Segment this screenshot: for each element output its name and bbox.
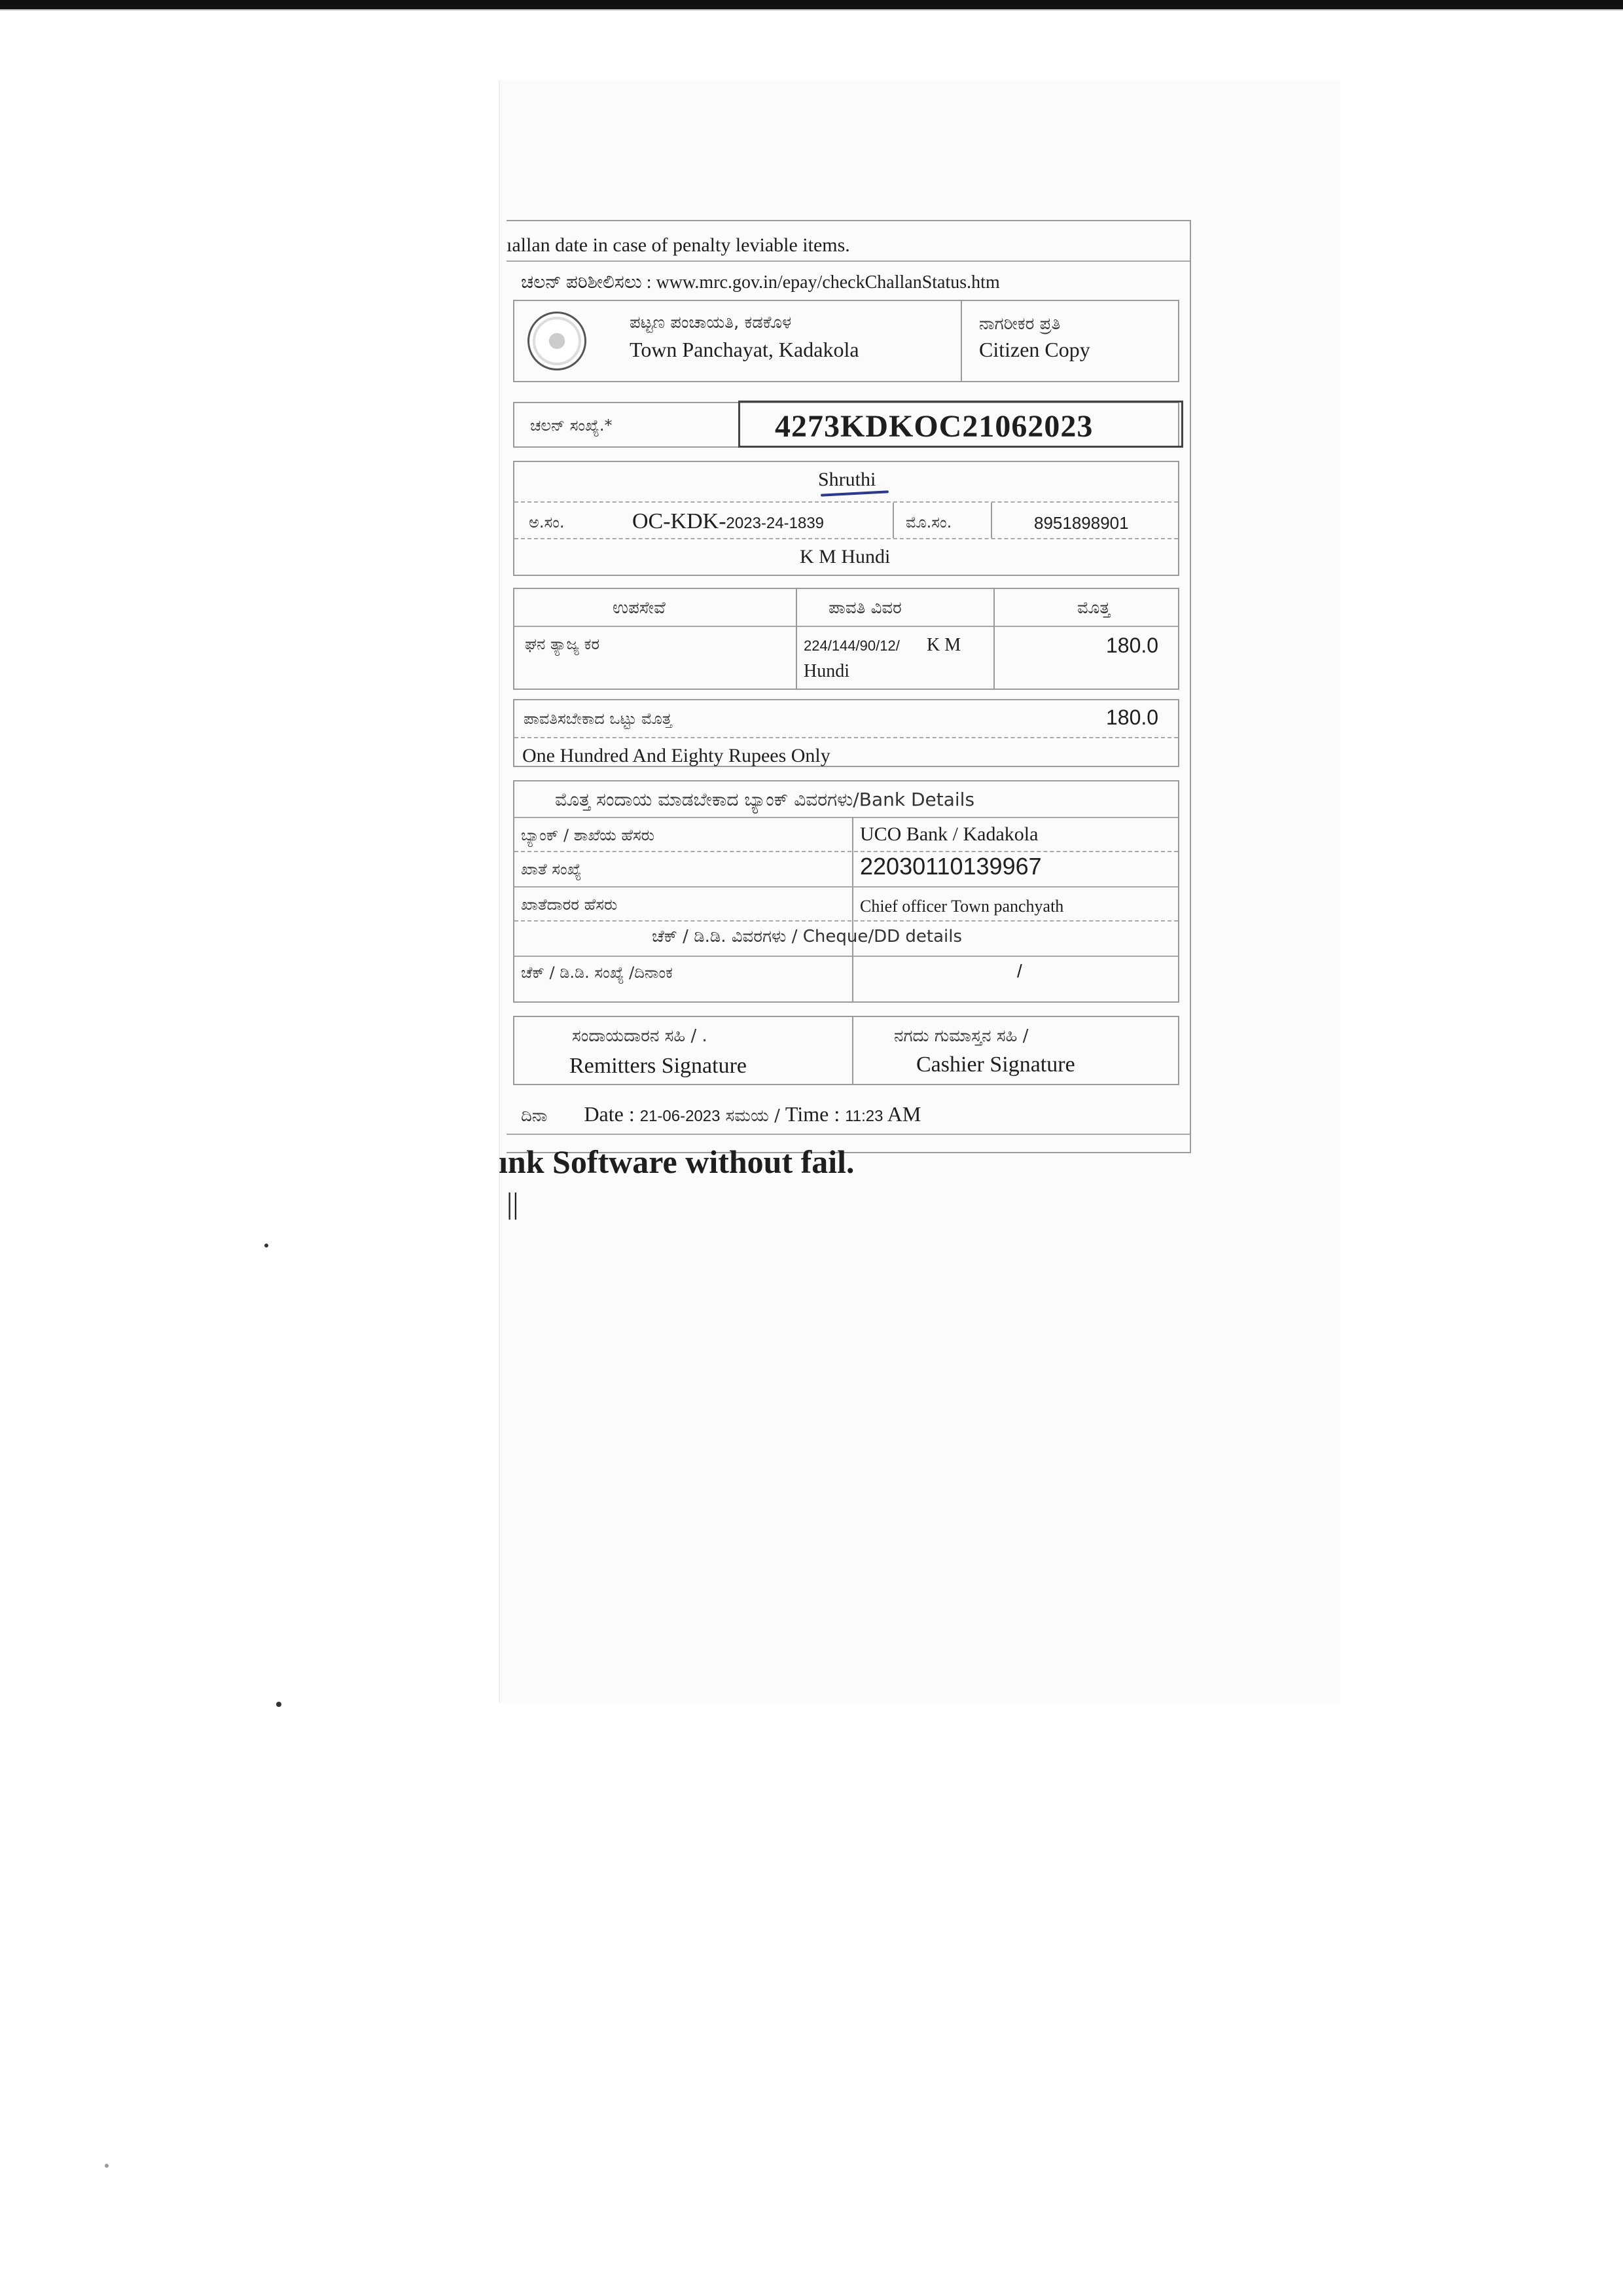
scan-speck <box>105 2164 109 2168</box>
payment-detail-place: K M <box>927 635 961 655</box>
total-box <box>513 699 1179 767</box>
bank-details-box <box>513 780 1179 1003</box>
header-box <box>513 300 1179 382</box>
challan-number-label: ಚಲನ್ ಸಂಖ್ಯೆ.* <box>530 416 613 435</box>
account-holder: Chief officer Town panchyath <box>860 897 1064 916</box>
cheque-number-label: ಚೆಕ್ / ಡಿ.ಡಿ. ಸಂಖ್ಯೆ /ದಿನಾಂಕ <box>521 963 673 982</box>
remitter-signature-kannada: ಸಂದಾಯದಾರನ ಸಹಿ / . <box>572 1026 707 1046</box>
payer-address: K M Hundi <box>800 546 891 567</box>
mobile-label: ಮೊ.ಸಂ. <box>906 513 952 531</box>
payer-box <box>513 461 1179 576</box>
column-header-amount: ಮೊತ್ತ <box>1077 598 1111 618</box>
application-number-label: ಅ.ಸಂ. <box>529 513 565 531</box>
payer-name: Shruthi <box>818 469 876 490</box>
mobile-number: 8951898901 <box>1034 513 1129 533</box>
challan-date: 21-06-2023 <box>639 1107 721 1125</box>
government-seal-icon <box>527 312 586 370</box>
amount-in-words: One Hundred And Eighty Rupees Only <box>522 745 830 766</box>
column-header-payment-detail: ಪಾವತಿ ವಿವರ <box>829 598 902 618</box>
bottom-mark: || <box>507 1187 519 1220</box>
services-table <box>513 588 1179 690</box>
office-name: Town Panchayat, Kadakola <box>630 338 859 361</box>
account-number-label: ಖಾತೆ ಸಂಖ್ಯೆ <box>521 860 582 878</box>
service-name: ಘನ ತ್ಯಾಜ್ಯ ಕರ <box>525 635 600 653</box>
column-header-service: ಉಪಸೇವೆ <box>613 598 666 618</box>
office-name-kannada: ಪಟ್ಟಣ ಪಂಚಾಯತಿ, ಕಡಕೊಳ <box>630 313 792 332</box>
scan-speck <box>276 1702 281 1707</box>
copy-type: Citizen Copy <box>979 338 1090 361</box>
challan-time: 11:23 <box>845 1107 883 1125</box>
service-amount: 180.0 <box>1106 634 1159 657</box>
top-note: ıallan date in case of penalty leviable items. <box>507 234 850 256</box>
cheque-details-title: ಚೆಕ್ / ಡಿ.ಡಿ. ವಿವರಗಳು / Cheque/DD details <box>652 927 963 946</box>
challan-number-row <box>513 402 1179 448</box>
cheque-number: / <box>1017 961 1022 981</box>
application-number: OC-KDK-2023-24-1839 <box>632 509 825 533</box>
challan-number: 4273KDKOC21062023 <box>775 409 1094 444</box>
bank-name-label: ಬ್ಯಾಂಕ್ / ಶಾಖೆಯ ಹೆಸರು <box>521 826 655 844</box>
cashier-signature-label: Cashier Signature <box>916 1052 1075 1077</box>
account-holder-label: ಖಾತೆದಾರರ ಹೆಸರು <box>521 895 618 914</box>
remitter-signature-label: Remitters Signature <box>569 1054 747 1078</box>
bottom-note: ınk Software without fail. <box>499 1143 855 1180</box>
cashier-signature-kannada: ನಗದು ಗುಮಾಸ್ತನ ಸಹಿ / <box>894 1026 1029 1046</box>
signature-box <box>513 1016 1179 1085</box>
scan-top-edge <box>0 0 1623 14</box>
bank-details-title: ಮೊತ್ತ ಸಂದಾಯ ಮಾಡಬೇಕಾದ ಬ್ಯಾಂಕ್ ವಿವರಗಳು/Bank Details <box>555 789 975 810</box>
bank-name: UCO Bank / Kadakola <box>860 823 1039 845</box>
challan-receipt <box>499 220 1191 1220</box>
pen-underline <box>821 490 889 496</box>
scan-speck <box>264 1244 268 1247</box>
date-time-line: ದಿನಾ Date : 21-06-2023 ಸಮಯ / Time : 11:23 AM <box>521 1102 921 1126</box>
copy-type-kannada: ನಾಗರೀಕರ ಪ್ರತಿ <box>979 314 1061 334</box>
payment-detail-place-line2: Hundi <box>804 661 849 681</box>
payment-detail-code: 224/144/90/12/ <box>804 637 900 654</box>
status-check-url: ಚಲನ್ ಪರಿಶೀಲಿಸಲು : www.mrc.gov.in/epay/checkChallanStatus.htm <box>521 272 1000 293</box>
total-label: ಪಾವತಿಸಬೇಕಾದ ಒಟ್ಟು ಮೊತ್ತ <box>524 709 672 728</box>
total-amount: 180.0 <box>1106 706 1159 729</box>
account-number: 22030110139967 <box>860 853 1042 880</box>
